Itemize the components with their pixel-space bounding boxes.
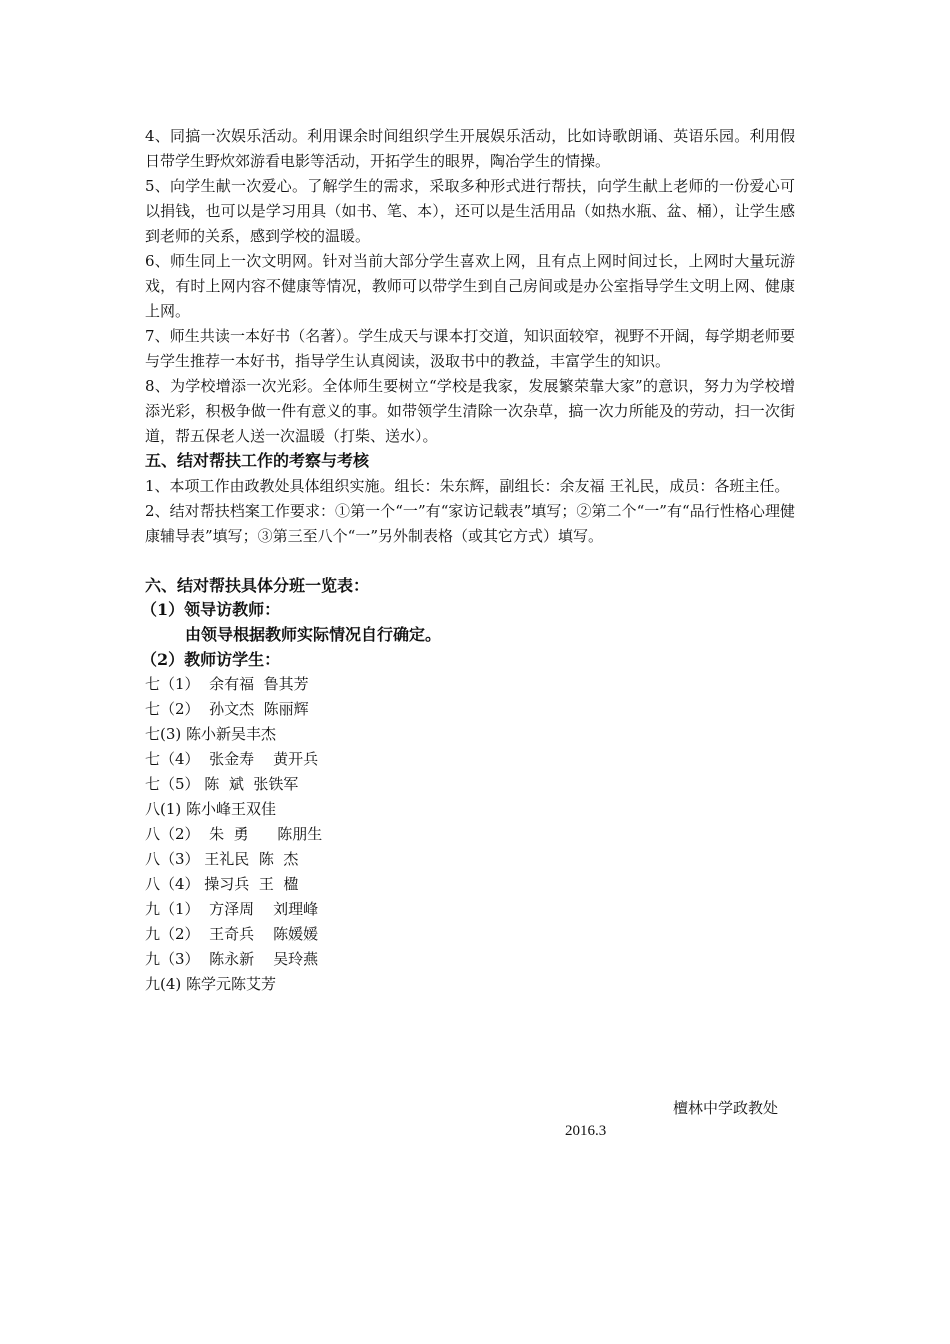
class-row: 七（5） 陈 斌 张铁军 xyxy=(145,775,299,793)
subsection-1-text: 由领导根据教师实际情况自行确定。 xyxy=(185,625,442,644)
section-5-body xyxy=(145,474,795,549)
subsection-1-heading: （1）领导访教师： xyxy=(141,600,281,619)
subsection-2-heading: （2）教师访学生： xyxy=(141,650,281,669)
section-6-heading: 六、结对帮扶具体分班一览表： xyxy=(145,576,370,595)
class-row: 九（3） 陈永新 吴玲燕 xyxy=(145,950,319,968)
class-row: 八（4） 操习兵 王 楹 xyxy=(145,875,299,893)
activity-list xyxy=(145,124,795,449)
class-assignment-list xyxy=(145,672,322,997)
activity-item-6: 6、师生同上一次文明网。针对当前大部分学生喜欢上网，且有点上网时间过长，上网时大量玩游戏，有时上网内容不健康等情况，教师可以带学生到自己房间或是办公室指导学生文明上网、健康上网。 xyxy=(145,252,795,320)
activity-item-4: 4、同搞一次娱乐活动。利用课余时间组织学生开展娱乐活动，比如诗歌朗诵、英语乐园。利用假日带学生野炊郊游看电影等活动，开拓学生的眼界，陶冶学生的情操。 xyxy=(145,127,795,170)
class-row: 七(3) 陈小新吴丰杰 xyxy=(145,725,277,743)
class-row: 八（2） 朱 勇 陈朋生 xyxy=(145,825,323,843)
section-5-heading: 五、结对帮扶工作的考察与考核 xyxy=(145,451,370,470)
section-5-paragraph-2: 2、结对帮扶档案工作要求：①第一个“一”有“家访记载表”填写；②第二个“一”有“品行性格心理健康辅导表”填写；③第三至八个“一”另外制表格（或其它方式）填写。 xyxy=(145,502,795,545)
class-row: 八（3） 王礼民 陈 杰 xyxy=(145,850,299,868)
class-row: 八(1) 陈小峰王双佳 xyxy=(145,800,277,818)
class-row: 九（1） 方泽周 刘理峰 xyxy=(145,900,319,918)
activity-item-5: 5、向学生献一次爱心。了解学生的需求，采取多种形式进行帮扶，向学生献上老师的一份爱心可以捐钱，也可以是学习用具（如书、笔、本），还可以是生活用品（如热水瓶、盆、桶），让学生感到老师的关系，感到学校的温暖。 xyxy=(145,177,795,245)
activity-item-8: 8、为学校增添一次光彩。全体师生要树立“学校是我家，发展繁荣靠大家”的意识，努力为学校增添光彩，积极争做一件有意义的事。如带领学生清除一次杂草，搞一次力所能及的劳动，扫一次街道，帮五保老人送一次温暖（打柴、送水）。 xyxy=(145,377,795,445)
class-row: 七（1） 余有福 鲁其芳 xyxy=(145,675,309,693)
activity-item-7: 7、师生共读一本好书（名著）。学生成天与课本打交道，知识面较窄，视野不开阔，每学期老师要与学生推荐一本好书，指导学生认真阅读，汲取书中的教益，丰富学生的知识。 xyxy=(145,327,795,370)
signature: 檀林中学政教处 xyxy=(672,1099,778,1117)
class-row: 七（4） 张金寿 黄开兵 xyxy=(145,750,319,768)
document-date: 2016.3 xyxy=(565,1123,607,1139)
class-row: 九(4) 陈学元陈艾芳 xyxy=(145,975,277,993)
class-row: 七（2） 孙文杰 陈丽辉 xyxy=(145,700,309,718)
class-row: 九（2） 王奇兵 陈媛媛 xyxy=(145,925,319,943)
section-5-paragraph-1: 1、本项工作由政教处具体组织实施。组长：朱东辉，副组长：余友福 王礼民，成员：各班主任。 xyxy=(145,477,790,495)
